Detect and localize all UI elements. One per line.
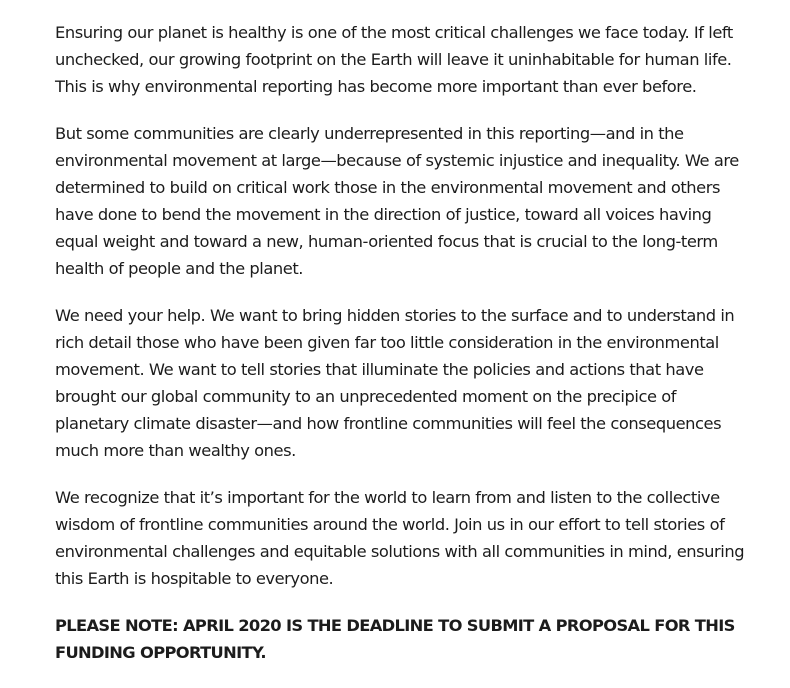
paragraph-intro: Ensuring our planet is healthy is one of the most critical challenges we face today. If left unchecked, our growing footprint on the Earth will leave it uninhabitable for human life. This is why environmental reporting has become more important than ever before. <box>55 23 733 96</box>
paragraph-need-help: We need your help. We want to bring hidden stories to the surface and to understand in rich detail those who have been given far too little consideration in the environmental movement. We want to tell stories that illuminate the policies and actions that have brought our global community to an unprecedented moment on the precipice of planetary climate disaster—and how frontline communities will feel the consequences much more than wealthy ones. <box>55 306 735 460</box>
paragraph-recognize: We recognize that it’s important for the world to learn from and listen to the collective wisdom of frontline communities around the world. Join us in our effort to tell stories of environmental challenges and equitable solutions with all communities in mind, ensuring this Earth is hospitable to everyone. <box>55 488 745 588</box>
paragraph-underrepresented: But some communities are clearly underrepresented in this reporting—and in the environmental movement at large—because of systemic injustice and inequality. We are determined to build on critical work those in the environmental movement and others have done to bend the movement in the direction of justice, toward all voices having equal weight and toward a new, human-oriented focus that is crucial to the long-term health of people and the planet. <box>55 124 739 278</box>
article-body <box>55 19 749 666</box>
deadline-note: PLEASE NOTE: APRIL 2020 IS THE DEADLINE TO SUBMIT A PROPOSAL FOR THIS FUNDING OPPORTUNITY. <box>55 616 735 662</box>
